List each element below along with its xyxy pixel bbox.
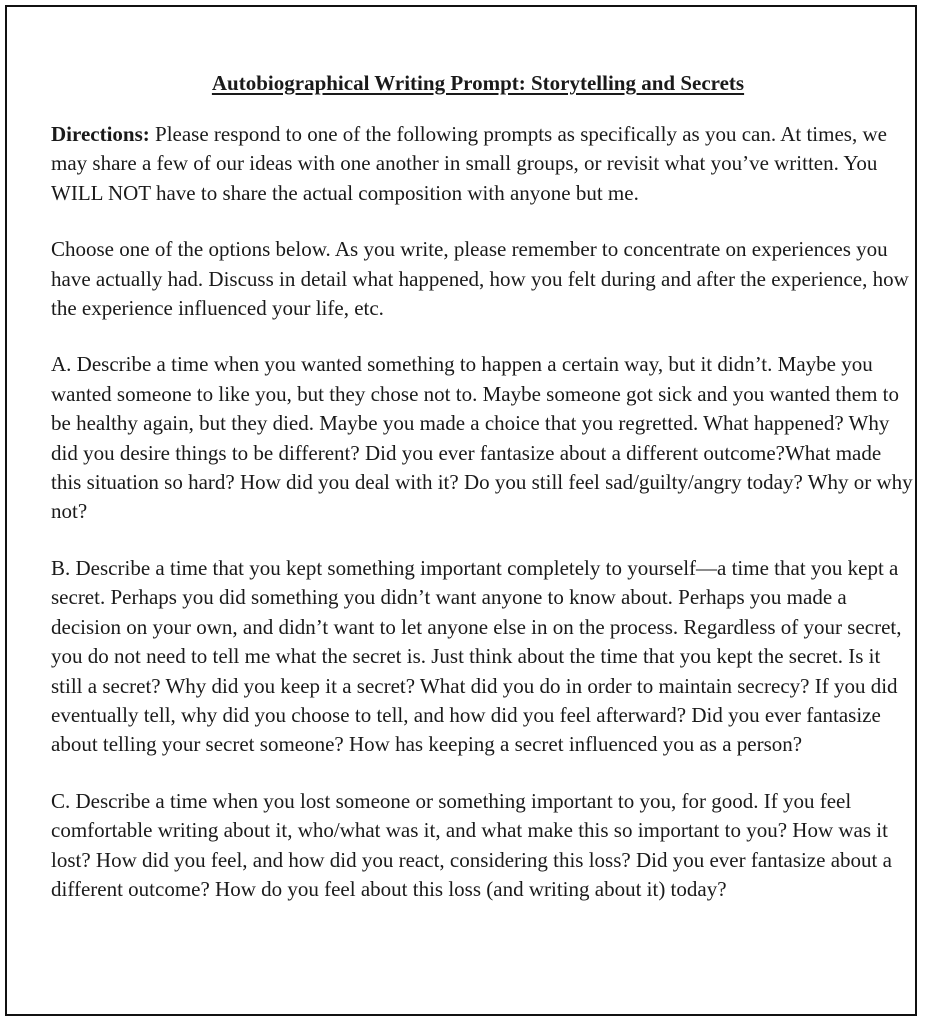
directions-paragraph bbox=[51, 120, 915, 208]
document-content bbox=[51, 69, 915, 931]
option-b-paragraph: B. Describe a time that you kept something important completely to yourself—a time that you kept a secret. Perhaps you did something you didn’t want anyone to know about. Perhaps you made a decision on your own, and didn’t want to let anyone else in on the process. Regardless of your secret, you do not need to tell me what the secret is. Just think about the time that you kept the secret. Is it still a secret? Why did you keep it a secret? What did you do in order to maintain secrecy? If you did eventually tell, why did you choose to tell, and how did you feel afterward? Did you ever fantasize about telling your secret someone? How has keeping a secret influenced you as a person? bbox=[51, 555, 902, 757]
intro-paragraph: Choose one of the options below. As you write, please remember to concentrate on experiences you have actually had. Discuss in detail what happened, how you felt during and after the experience, how the experience influenced your life, etc. bbox=[51, 237, 909, 321]
document-frame bbox=[5, 5, 917, 1016]
option-a-paragraph: A. Describe a time when you wanted something to happen a certain way, but it didn’t. Maybe you wanted someone to like you, but they chose not to. Maybe someone got sick and you wanted them to be healthy again, but they died. Maybe you made a choice that you regretted. What happened? Why did you desire things to be different? Did you ever fantasize about a different outcome?What made this situation so hard? How did you deal with it? Do you still feel sad/guilty/angry today? Why or why not? bbox=[51, 352, 913, 524]
page-title: Autobiographical Writing Prompt: Storytelling and Secrets bbox=[211, 71, 745, 95]
directions-label: Directions: bbox=[51, 122, 150, 146]
option-c-paragraph: C. Describe a time when you lost someone or something important to you, for good. If you feel comfortable writing about it, who/what was it, and what make this so important to you? How was it lost? How did you feel, and how did you react, considering this loss? Did you ever fantasize about a different outcome? How do you feel about this loss (and writing about it) today? bbox=[51, 788, 892, 901]
directions-text: Please respond to one of the following prompts as specifically as you can. At times, we may share a few of our ideas with one another in small groups, or revisit what you’ve written. You WILL NOT have to share the actual composition with anyone but me. bbox=[51, 122, 887, 205]
